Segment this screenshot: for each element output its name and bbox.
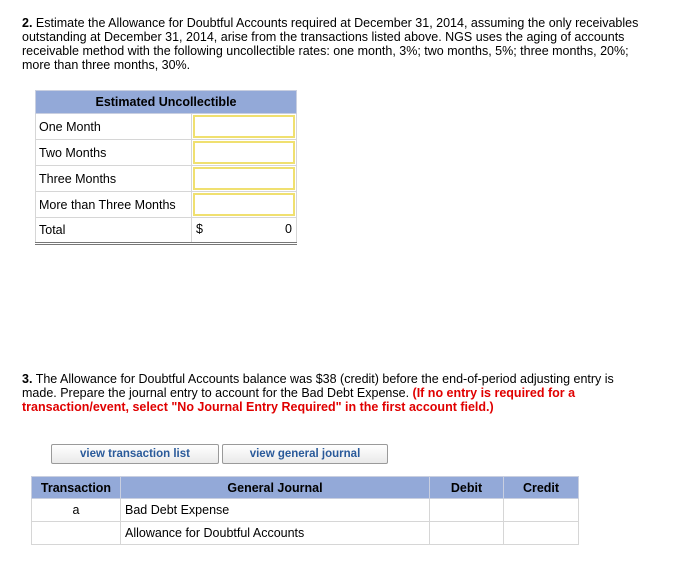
transaction-cell [32, 522, 121, 545]
total-label: Total [36, 218, 192, 244]
question-2 [22, 16, 642, 72]
table-row [36, 166, 297, 192]
question-3-text: The Allowance for Doubtful Accounts balance was $38 (credit) before the end-of-period adjusting entry is made. Prepare the journal entry to account for the Bad Debt Expense. [22, 372, 614, 400]
header-transaction: Transaction [32, 477, 121, 499]
uncollectible-table [35, 90, 297, 245]
two-months-input[interactable] [193, 141, 295, 164]
credit-cell[interactable] [504, 499, 579, 522]
total-value-cell [192, 218, 297, 244]
transaction-cell: a [32, 499, 121, 522]
total-row [36, 218, 297, 244]
header-debit: Debit [430, 477, 504, 499]
account-cell[interactable]: Bad Debt Expense [121, 499, 430, 522]
one-month-input[interactable] [193, 115, 295, 138]
row-label-more-than-three-months: More than Three Months [36, 192, 192, 218]
question-3-note: (If no entry is required for a transaction/event, select "No Journal Entry Required" in the first account field.) [22, 386, 576, 414]
table-row [32, 522, 579, 545]
table-row [36, 114, 297, 140]
row-label-two-months: Two Months [36, 140, 192, 166]
question-2-text: Estimate the Allowance for Doubtful Accounts required at December 31, 2014, assuming the only receivables outstanding at December 31, 2014, arise from the transactions listed above. NGS uses the aging of accounts receivable method with the following uncollectible rates: one month, 3%; two months, 5%; three months, 20%; more than three months, 30%. [22, 16, 639, 72]
debit-cell[interactable] [430, 499, 504, 522]
question-3-number: 3. [22, 372, 33, 386]
credit-cell[interactable] [504, 522, 579, 545]
row-label-three-months: Three Months [36, 166, 192, 192]
three-months-input[interactable] [193, 167, 295, 190]
debit-cell[interactable] [430, 522, 504, 545]
header-general-journal: General Journal [121, 477, 430, 499]
view-general-journal-button[interactable]: view general journal [222, 444, 388, 464]
table-row [32, 499, 579, 522]
journal-table [31, 476, 579, 545]
uncollectible-header: Estimated Uncollectible [36, 91, 297, 114]
header-credit: Credit [504, 477, 579, 499]
row-label-one-month: One Month [36, 114, 192, 140]
account-cell[interactable]: Allowance for Doubtful Accounts [121, 522, 430, 545]
table-row [36, 140, 297, 166]
more-than-three-months-input[interactable] [193, 193, 295, 216]
view-transaction-list-button[interactable]: view transaction list [51, 444, 219, 464]
total-value: 0 [285, 222, 292, 236]
table-row [36, 192, 297, 218]
question-2-number: 2. [22, 16, 33, 30]
total-currency: $ [196, 222, 203, 236]
question-3 [22, 372, 642, 414]
